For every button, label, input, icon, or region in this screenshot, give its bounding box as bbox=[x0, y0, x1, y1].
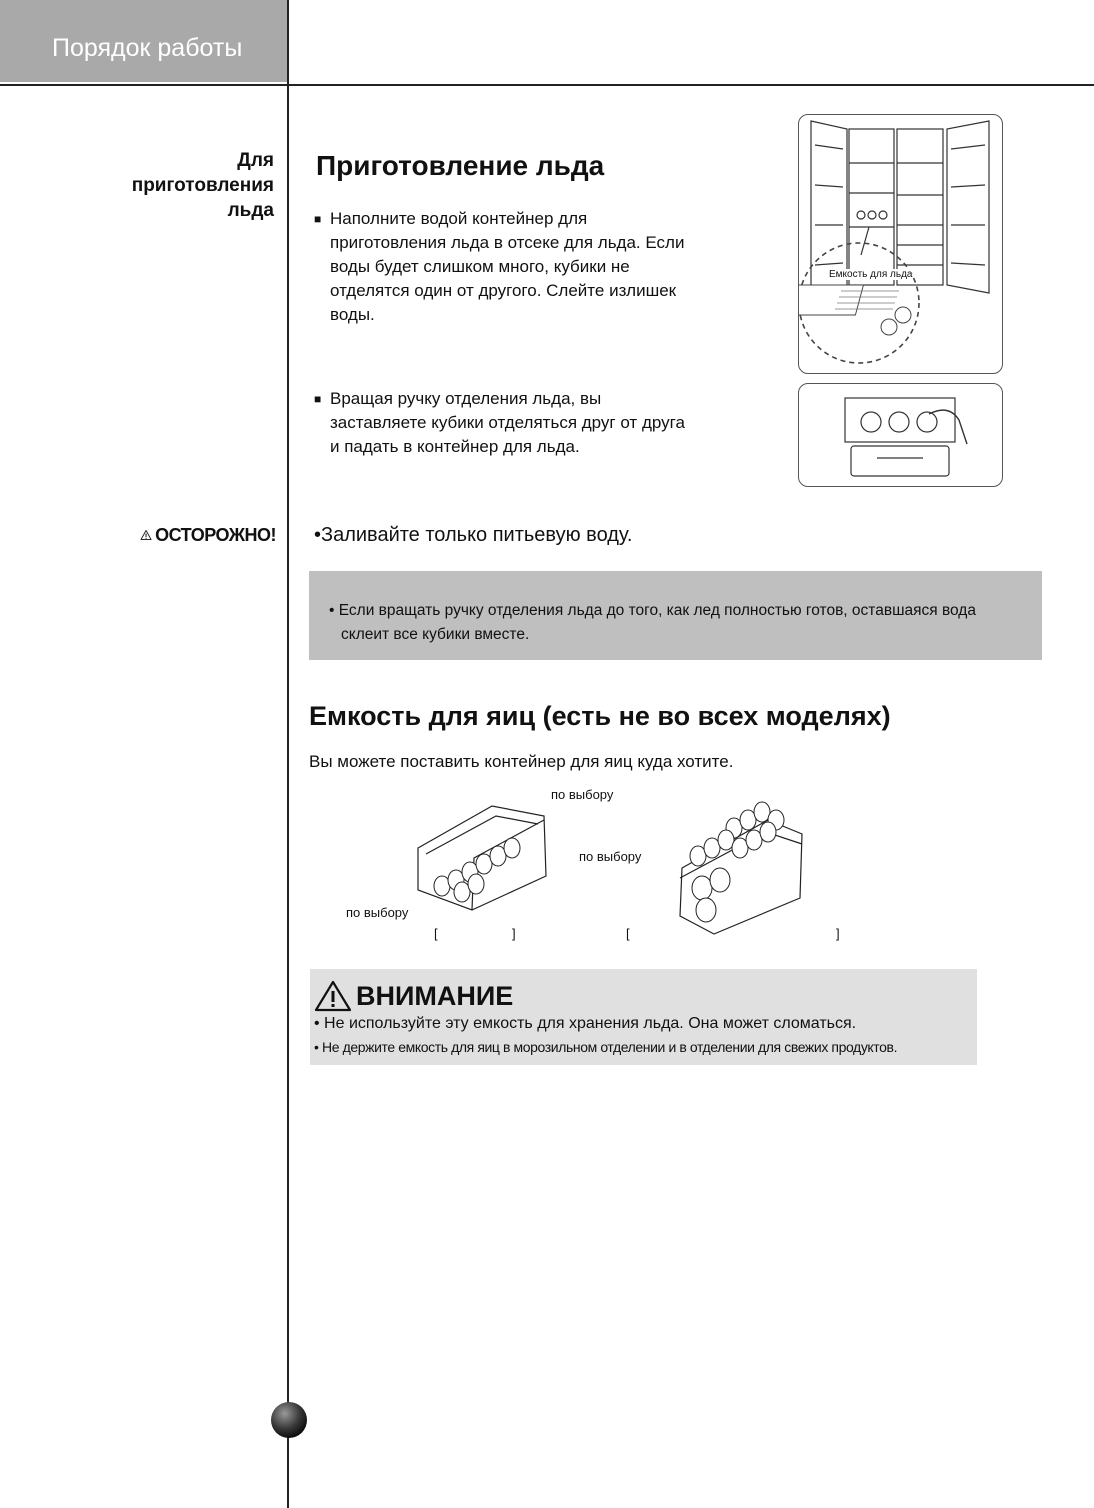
caption-bracket-close-2: ] bbox=[836, 926, 840, 941]
bullet-square-icon: ■ bbox=[314, 212, 322, 226]
sidebar-ice-title: Для приготовления льда bbox=[131, 150, 274, 221]
vertical-divider bbox=[287, 0, 289, 1508]
caution-label: ОСТОРОЖНО! bbox=[140, 524, 276, 546]
caption-bracket-open-2: [ bbox=[626, 926, 630, 941]
header-divider bbox=[0, 84, 1094, 86]
ice-section-title: Приготовление льда bbox=[316, 150, 605, 181]
refrigerator-open-doors-icon bbox=[799, 115, 1001, 372]
egg-box-open-icon bbox=[674, 798, 806, 936]
warning-triangle-icon bbox=[314, 980, 352, 1012]
warning-box bbox=[310, 969, 977, 1065]
egg-intro-text: Вы можете поставить контейнер для яиц куда хотите. bbox=[309, 752, 734, 771]
warning-line-2: • Не держите емкость для яиц в морозильном отделении и в отделении для свежих продуктов. bbox=[314, 1039, 898, 1055]
page-marker-ball bbox=[271, 1402, 307, 1438]
header-section-tab bbox=[0, 0, 287, 82]
egg-section-title: Емкость для яиц (есть не во всех моделях) bbox=[309, 701, 891, 731]
warning-title: ВНИМАНИЕ bbox=[314, 979, 977, 1013]
section-title: Порядок работы bbox=[52, 33, 243, 62]
caption-bracket-open-1: [ bbox=[434, 926, 438, 941]
warning-triangle-icon bbox=[140, 524, 152, 546]
callout-optional-mid: по выбору bbox=[579, 849, 642, 864]
warning-line-1: • Не используйте эту емкость для хранения льда. Она может сломаться. bbox=[314, 1015, 857, 1032]
caption-bracket-close-1: ] bbox=[512, 926, 516, 941]
ice-bullet-fill: ■ Наполните водой контейнер для приготовления льда в отсеке для льда. Если воды будет слишком много, кубики не отделятся один от другого. Слейте излишек воды. bbox=[314, 209, 685, 324]
caution-note-text: • Если вращать ручку отделения льда до того, как лед полностью готов, оставшаяся вода склеит все кубики вместе. bbox=[329, 602, 976, 643]
caution-note-box bbox=[309, 571, 1042, 660]
ice-twist-knobs-icon bbox=[799, 384, 1001, 485]
callout-optional-left: по выбору bbox=[346, 905, 409, 920]
refrigerator-illustration bbox=[798, 114, 1003, 374]
egg-box-closed-icon bbox=[412, 798, 552, 916]
ice-bullet-twist: ■ Вращая ручку отделения льда, вы заставляете кубики отделяться друг от друга и падать в контейнер для льда. bbox=[314, 389, 685, 456]
bullet-square-icon: ■ bbox=[314, 392, 322, 406]
ice-container-label: Емкость для льда bbox=[829, 269, 913, 280]
callout-optional-top: по выбору bbox=[551, 787, 614, 802]
ice-knob-illustration bbox=[798, 383, 1003, 487]
caution-text: •Заливайте только питьевую воду. bbox=[314, 524, 633, 546]
